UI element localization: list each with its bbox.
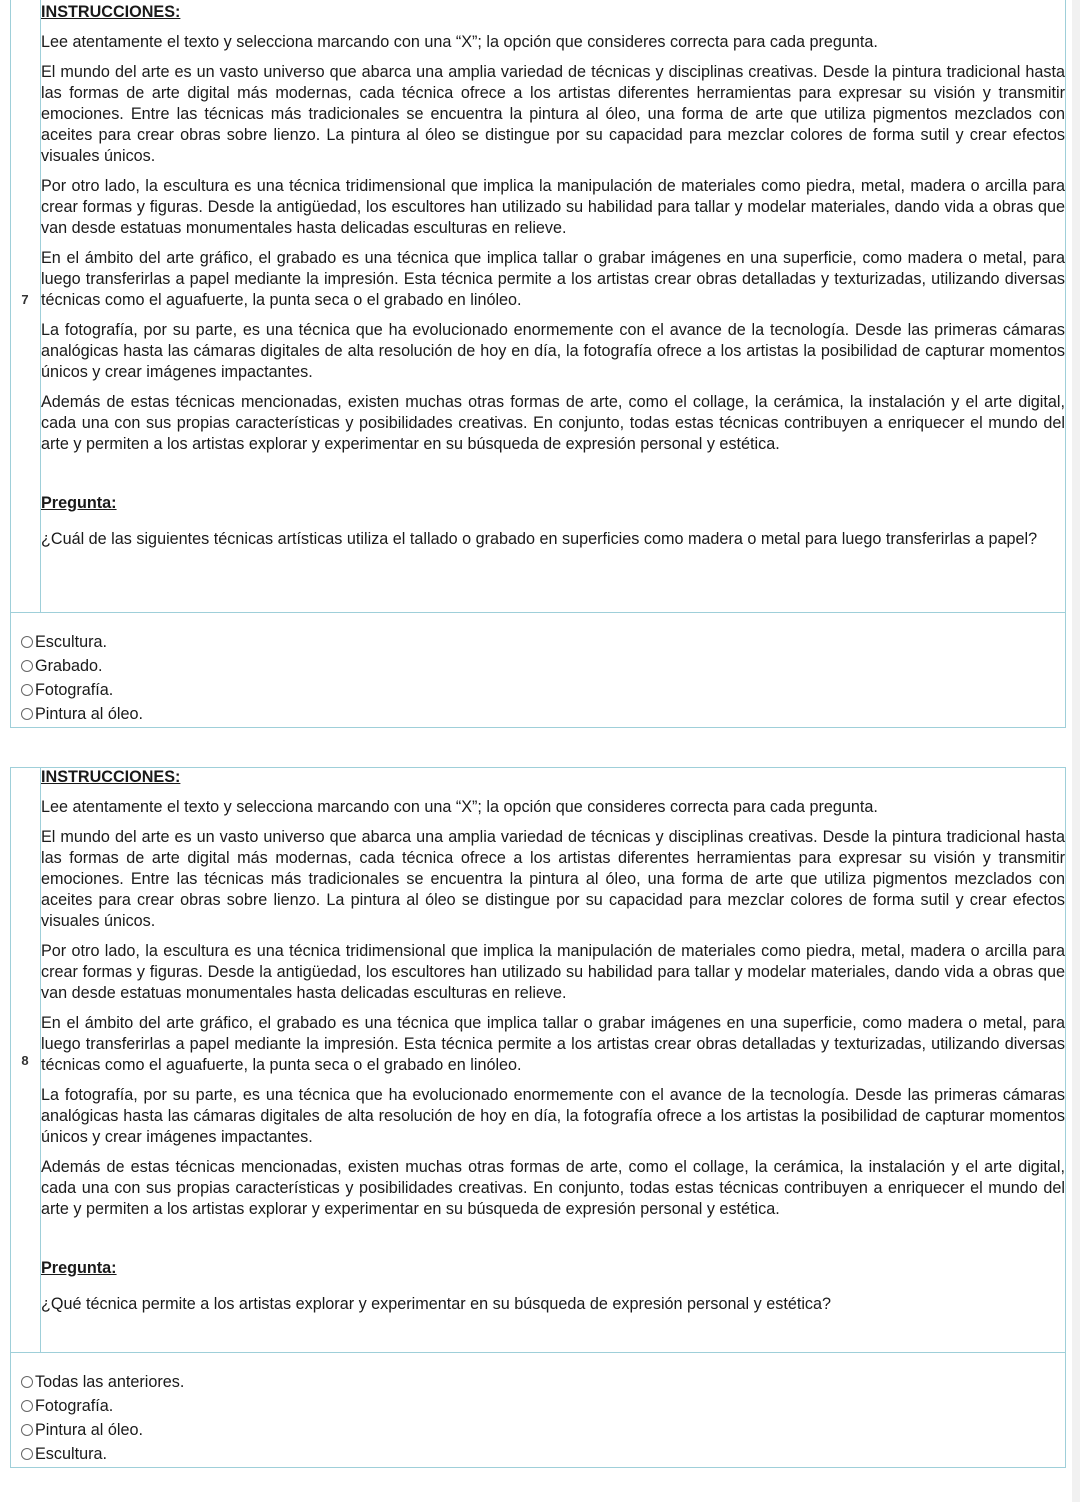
answer-option-label: Todas las anteriores. <box>35 1372 185 1391</box>
radio-button[interactable] <box>21 1424 33 1436</box>
radio-button[interactable] <box>21 1376 33 1388</box>
reading-paragraph: El mundo del arte es un vasto universo que abarca una amplia variedad de técnicas y disciplinas creativas. Desde la pintura tradicional hasta las formas de arte digital más modernas, cada técnica ofrece a los artistas diferentes herramientas para expresar su visión y transmitir emociones. Entre las técnicas más tradicionales se encuentra la pintura al óleo, una forma de arte que utiliza pigmentos mezclados con aceites para crear obras sobre lienzo. La pintura al óleo se distingue por su capacidad para mezclar colores de forma sutil y crear efectos visuales únicos. <box>41 828 1065 930</box>
reading-paragraph: Además de estas técnicas mencionadas, existen muchas otras formas de arte, como el collage, la cerámica, la instalación y el arte digital, cada una con sus propias características y posibilidades creativas. En conjunto, todas estas técnicas contribuyen a enriquecer el mundo del arte y permiten a los artistas explorar y experimentar en su búsqueda de expresión personal y estética. <box>41 393 1065 453</box>
answer-option[interactable] <box>10 1370 1066 1394</box>
pregunta-heading: Pregunta: <box>41 1259 117 1277</box>
answer-option[interactable] <box>10 630 1066 654</box>
answer-option-label: Pintura al óleo. <box>35 1420 143 1439</box>
answer-options <box>10 630 1066 726</box>
answer-option[interactable] <box>10 1442 1066 1466</box>
instructions-heading: INSTRUCCIONES: <box>41 768 181 786</box>
radio-button[interactable] <box>21 636 33 648</box>
radio-button[interactable] <box>21 708 33 720</box>
question-block-8 <box>10 767 1066 1468</box>
answer-option[interactable] <box>10 1394 1066 1418</box>
instructions-text: Lee atentamente el texto y selecciona marcando con una “X”; la opción que consideres correcta para cada pregunta. <box>41 33 878 51</box>
answer-option-label: Grabado. <box>35 656 103 675</box>
reading-paragraph: Por otro lado, la escultura es una técnica tridimensional que implica la manipulación de materiales como piedra, metal, madera o arcilla para crear formas y figuras. Desde la antigüedad, los escultores han utilizado su habilidad para tallar y modelar materiales, dando vida a obras que van desde estatuas monumentales hasta delicadas esculturas en relieve. <box>41 942 1065 1002</box>
answer-option-label: Fotografía. <box>35 680 114 699</box>
scrollbar-track[interactable] <box>1072 0 1080 1502</box>
reading-paragraph: Además de estas técnicas mencionadas, existen muchas otras formas de arte, como el collage, la cerámica, la instalación y el arte digital, cada una con sus propias características y posibilidades creativas. En conjunto, todas estas técnicas contribuyen a enriquecer el mundo del arte y permiten a los artistas explorar y experimentar en su búsqueda de expresión personal y estética. <box>41 1158 1065 1218</box>
reading-paragraph: En el ámbito del arte gráfico, el grabado es una técnica que implica tallar o grabar imágenes en una superficie, como madera o metal, para luego transferirlas a papel mediante la impresión. Esta técnica permite a los artistas crear obras detalladas y texturizadas, utilizando diversas técnicas como el aguafuerte, la punta seca o el grabado en linóleo. <box>41 249 1065 309</box>
answer-option[interactable] <box>10 1418 1066 1442</box>
options-divider <box>10 612 1066 613</box>
reading-paragraph: La fotografía, por su parte, es una técnica que ha evolucionado enormemente con el avance de la tecnología. Desde las primeras cámaras analógicas hasta las cámaras digitales de alta resolución de hoy en día, la fotografía ofrece a los artistas la posibilidad de capturar momentos únicos y crear imágenes impactantes. <box>41 1086 1065 1146</box>
answer-option[interactable] <box>10 654 1066 678</box>
question-number: 7 <box>21 292 29 307</box>
reading-paragraph: El mundo del arte es un vasto universo que abarca una amplia variedad de técnicas y disciplinas creativas. Desde la pintura tradicional hasta las formas de arte digital más modernas, cada técnica ofrece a los artistas diferentes herramientas para expresar su visión y transmitir emociones. Entre las técnicas más tradicionales se encuentra la pintura al óleo, una forma de arte que utiliza pigmentos mezclados con aceites para crear obras sobre lienzo. La pintura al óleo se distingue por su capacidad para mezclar colores de forma sutil y crear efectos visuales únicos. <box>41 63 1065 165</box>
reading-paragraph: La fotografía, por su parte, es una técnica que ha evolucionado enormemente con el avance de la tecnología. Desde las primeras cámaras analógicas hasta las cámaras digitales de alta resolución de hoy en día, la fotografía ofrece a los artistas la posibilidad de capturar momentos únicos y crear imágenes impactantes. <box>41 321 1065 381</box>
radio-button[interactable] <box>21 660 33 672</box>
answer-option-label: Escultura. <box>35 1444 107 1463</box>
options-divider <box>10 1352 1066 1353</box>
answer-option[interactable] <box>10 702 1066 726</box>
radio-button[interactable] <box>21 1400 33 1412</box>
reading-paragraph: En el ámbito del arte gráfico, el grabado es una técnica que implica tallar o grabar imágenes en una superficie, como madera o metal, para luego transferirlas a papel mediante la impresión. Esta técnica permite a los artistas crear obras detalladas y texturizadas, utilizando diversas técnicas como el aguafuerte, la punta seca o el grabado en linóleo. <box>41 1014 1065 1074</box>
answer-option-label: Escultura. <box>35 632 107 651</box>
answer-option-label: Pintura al óleo. <box>35 704 143 723</box>
radio-button[interactable] <box>21 684 33 696</box>
answer-option[interactable] <box>10 678 1066 702</box>
reading-paragraph: Por otro lado, la escultura es una técnica tridimensional que implica la manipulación de materiales como piedra, metal, madera o arcilla para crear formas y figuras. Desde la antigüedad, los escultores han utilizado su habilidad para tallar y modelar materiales, dando vida a obras que van desde estatuas monumentales hasta delicadas esculturas en relieve. <box>41 177 1065 237</box>
radio-button[interactable] <box>21 1448 33 1460</box>
question-block-7 <box>10 0 1066 728</box>
answer-options <box>10 1370 1066 1466</box>
question-prompt: ¿Qué técnica permite a los artistas explorar y experimentar en su búsqueda de expresión personal y estética? <box>41 1295 832 1313</box>
instructions-heading: INSTRUCCIONES: <box>41 3 181 21</box>
question-number: 8 <box>21 1053 29 1068</box>
answer-option-label: Fotografía. <box>35 1396 114 1415</box>
question-content <box>41 0 1065 552</box>
question-prompt: ¿Cuál de las siguientes técnicas artísticas utiliza el tallado o grabado en superficies como madera o metal para luego transferirlas a papel? <box>41 530 1038 548</box>
question-content <box>41 767 1065 1317</box>
pregunta-heading: Pregunta: <box>41 494 117 512</box>
instructions-text: Lee atentamente el texto y selecciona marcando con una “X”; la opción que consideres correcta para cada pregunta. <box>41 798 878 816</box>
